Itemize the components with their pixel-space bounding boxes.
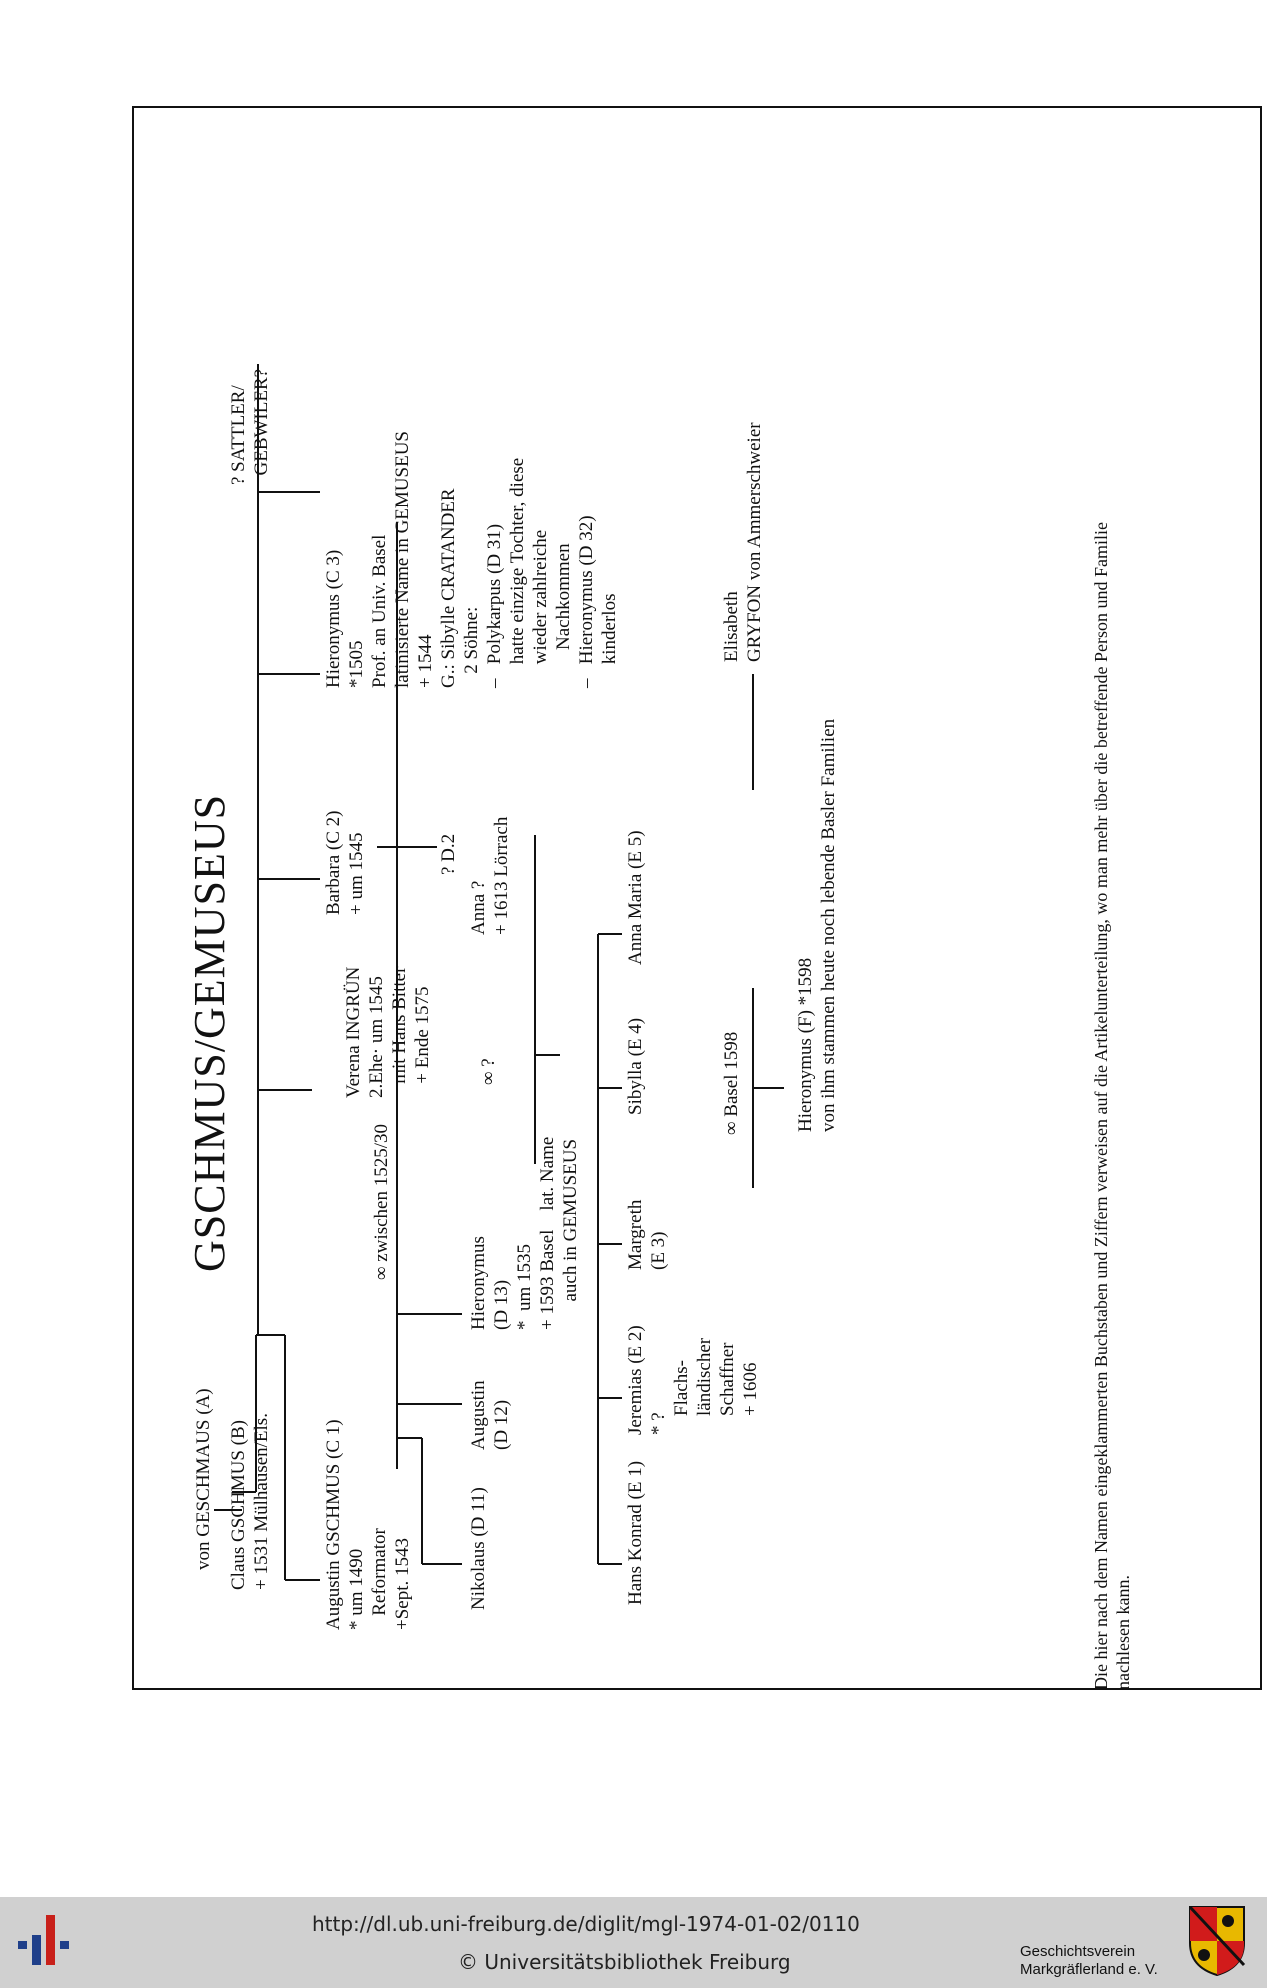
person-elisabeth: Elisabeth GRYFON von Ammerschweier (721, 422, 765, 662)
person-c2: Barbara (C 2) + um 1545 (323, 810, 367, 915)
person-e3: Margreth (E 3) (625, 1199, 669, 1270)
marriage-e4: ∞ Basel 1598 (721, 1031, 742, 1135)
person-e1: Hans Konrad (E 1) (625, 1460, 646, 1605)
ub-freiburg-logo-icon (18, 1911, 80, 1973)
person-e2: Jeremias (E 2) * ? Flachs- ländischer Schaffner + 1606 (625, 1325, 761, 1435)
footnote: Die hier nach dem Namen eingeklammerten Buchstaben und Ziffern verweisen auf die Artikelunterteilung, wo man mehr über die betreffende Person und Familie nachlesen kann. (1091, 522, 1133, 1690)
person-c3: Hieronymus (C 3) *1505 Prof. an Univ. Basel latinisierte Name in GEMUSEUS + 1544 G.: Sibylle CRATANDER 2 Söhne: – Polykarpus (D 31) hatte einzige Tochter, diese wieder zahlreiche Nachkommen – Hieronymus (D 32) kinderlos (323, 431, 620, 688)
source-url[interactable]: http://dl.ub.uni-freiburg.de/diglit/mgl-1974-01-02/0110 (312, 1912, 860, 1936)
person-d13: Hieronymus (D 13) * um 1535 + 1593 Basel lat. Name auch in GEMUSEUS (468, 1136, 581, 1330)
marriage-d13: ∞ ? (478, 1058, 499, 1085)
person-d12: Augustin (D 12) (468, 1380, 512, 1450)
person-f: Hieronymus (F) *1598 von ihm stammen heute noch lebende Basler Familien (795, 718, 839, 1132)
person-b: Claus GSCHMUS (B) + 1531 Mülhausen/Els. (228, 1413, 272, 1590)
person-e5: Anna Maria (E 5) (625, 830, 646, 965)
person-anna: Anna ? + 1613 Lörrach (468, 816, 512, 935)
marriage-c1: ∞ zwischen 1525/30 (371, 1123, 392, 1280)
person-e4: Sibylla (E 4) (625, 1017, 646, 1115)
person-d2: ? D.2 (438, 833, 459, 875)
person-a: von GESCHMAUS (A) (193, 1388, 214, 1570)
society-name: Geschichtsverein Markgräflerland e. V. (1020, 1943, 1158, 1978)
chart-title: GSCHMUS/GEMUSEUS (185, 793, 234, 1272)
coat-of-arms-icon (1188, 1905, 1246, 1977)
person-verena: Verena INGRÜN 2.Ehe· um 1545 mit Hans Bitter + Ende 1575 (343, 966, 433, 1098)
person-d11: Nikolaus (D 11) (468, 1487, 489, 1610)
person-c1: Augustin GSCHMUS (C 1) * um 1490 Reformator +Sept. 1543 (323, 1419, 413, 1630)
sattler-gebwiler: ? SATTLER/ GEBWILER? (228, 368, 272, 485)
copyright: © Universitätsbibliothek Freiburg (458, 1950, 791, 1974)
footer-bar (0, 1897, 1267, 1988)
